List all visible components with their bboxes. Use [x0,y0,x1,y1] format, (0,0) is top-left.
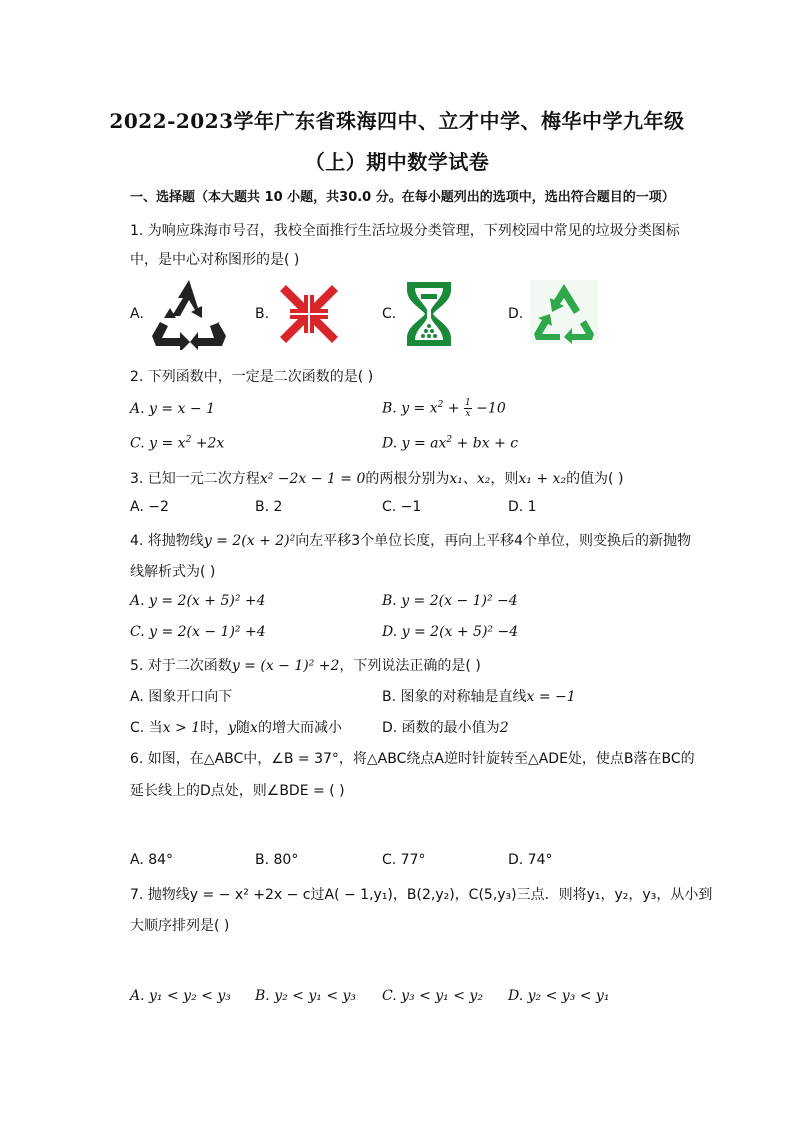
q7-stem-line1: 7. 抛物线y = − x² +2x − c过A( − 1,y₁)，B(2,y₂)，C(5,y₃)三点．则将y₁，y₂，y₃，从小到 [130,887,713,903]
q6-option-a: A. 84° [130,852,174,868]
q4-option-b: B. y = 2(x − 1)² −4 [382,593,518,609]
q4-option-c: C. y = 2(x − 1)² +4 [130,624,266,640]
q5-option-c: C. 当x > 1时，y随x的增大而减小 [130,720,342,736]
q4-option-a: A. y = 2(x + 5)² +4 [130,593,266,609]
recycle-arrows-black-icon [150,278,228,350]
q2-option-a: A. y = x − 1 [130,401,215,417]
q1-option-b-label: B. [255,306,270,322]
q5-option-b: B. 图象的对称轴是直线x = −1 [382,689,576,705]
q5-stem: 5. 对于二次函数y = (x − 1)² +2，下列说法正确的是( ) [130,658,481,674]
q3-option-b: B. 2 [255,499,283,515]
q6-stem-line2: 延长线上的D点处，则∠BDE = ( ) [130,783,345,799]
hourglass-green-icon [403,280,455,348]
q1-option-a-label: A. [130,306,144,322]
exam-title-line2: （上）期中数学试卷 [304,150,490,174]
q6-option-b: B. 80° [255,852,299,868]
q4-stem-line1: 4. 将抛物线y = 2(x + 2)²向左平移3个单位长度，再向上平移4个单位，则变换后的新抛物 [130,533,692,549]
q4-stem-line2: 线解析式为( ) [130,564,216,580]
q1-option-d-label: D. [508,306,524,322]
q3-option-d: D. 1 [508,499,537,515]
q7-option-c: C. y₃ < y₁ < y₂ [382,988,483,1004]
q6-stem-line1: 6. 如图，在△ABC中，∠B = 37°，将△ABC绕点A逆时针旋转至△ADE处，使点B落在BC的 [130,751,695,767]
q3-stem: 3. 已知一元二次方程x² −2x − 1 = 0的两根分别为x₁、x₂，则x₁ + x₂的值为( ) [130,471,624,487]
q4-option-d: D. y = 2(x + 5)² −4 [382,624,519,640]
q6-option-d: D. 74° [508,852,553,868]
q2-option-b: B. $y = x^2$ + $\frac{1}{x}$ −10 [382,398,506,419]
q1-stem-line2: 中，是中心对称图形的是( ) [130,252,300,268]
q6-option-c: C. 77° [382,852,426,868]
recycle-triangle-green-icon [530,280,598,344]
q2-option-c: C. $y = x^2 +2x$ [130,435,225,452]
arrows-converge-red-icon [278,283,340,345]
q7-option-d: D. y₂ < y₃ < y₁ [508,988,610,1004]
q5-option-d: D. 函数的最小值为2 [382,720,509,736]
q3-option-a: A. −2 [130,499,169,515]
q2-option-d: D. $y = ax^2$ + bx + c [382,435,519,452]
q3-option-c: C. −1 [382,499,422,515]
q7-option-b: B. y₂ < y₁ < y₃ [255,988,357,1004]
q1-option-c-label: C. [382,306,397,322]
exam-title-line1: 2022-2023学年广东省珠海四中、立才中学、梅华中学九年级 [109,109,685,133]
q5-option-a: A. 图象开口向下 [130,689,233,705]
q1-stem-line1: 1. 为响应珠海市号召，我校全面推行生活垃圾分类管理，下列校园中常见的垃圾分类图标 [130,223,680,239]
q7-stem-line2: 大顺序排列是( ) [130,918,230,934]
section-heading: 一、选择题（本大题共 10 小题，共30.0 分。在每小题列出的选项中，选出符合题目的一项） [130,190,675,205]
q2-stem: 2. 下列函数中，一定是二次函数的是( ) [130,369,374,385]
q7-option-a: A. y₁ < y₂ < y₃ [130,988,231,1004]
